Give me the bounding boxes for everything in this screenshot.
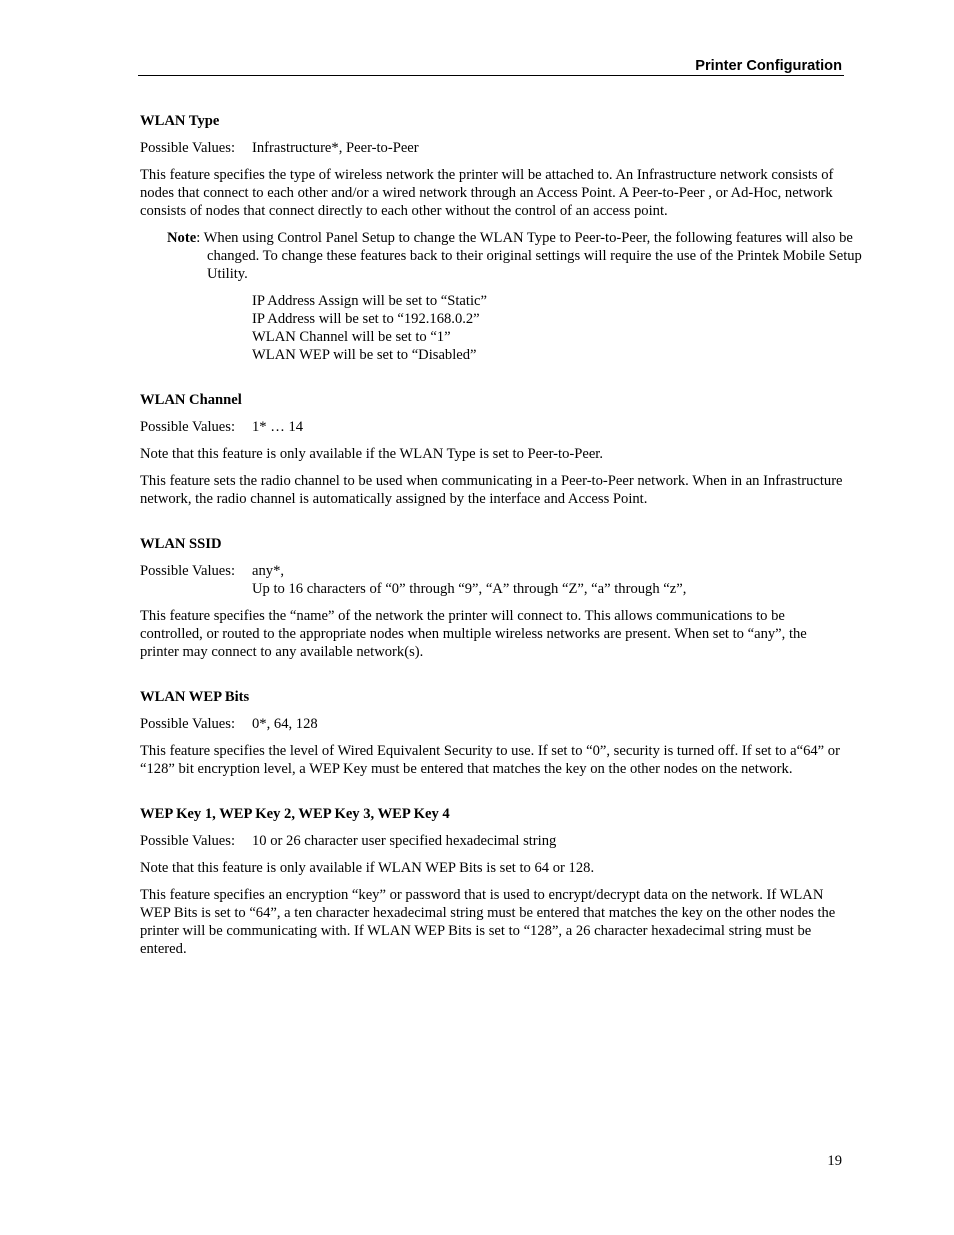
possible-values bbox=[140, 832, 844, 850]
possible-values-value: Infrastructure*, Peer-to-Peer bbox=[252, 140, 419, 156]
section-title: WEP Key 1, WEP Key 2, WEP Key 3, WEP Key 4 bbox=[140, 806, 450, 822]
section-title: WLAN WEP Bits bbox=[140, 689, 250, 705]
section-description: This feature specifies the “name” of the network the printer will connect to. This allows communications to be controlled, or routed to the appropriate nodes when multiple wireless networks are present. When set to “any”, the printer may connect to any available network(s). bbox=[140, 608, 807, 660]
section-description: This feature specifies the type of wireless network the printer will be attached to. An Infrastructure network consists of nodes that connect to each other and/or a wired network through an Access Point. A Peer-to-Peer , or Ad-Hoc, network consists of nodes that connect directly to each other without the control of an access point. bbox=[140, 167, 834, 219]
section-description: This feature specifies an encryption “key” or password that is used to encrypt/decrypt data on the network. If WLAN WEP Bits is set to “64”, a ten character hexadecimal string must be entered that matches the key on the other nodes the printer will be communicating with. If WLAN WEP Bits is set to “128”, a 26 character hexadecimal string must be entered. bbox=[140, 887, 836, 957]
note-list-item: IP Address will be set to “192.168.0.2” bbox=[252, 311, 480, 327]
section-wlan-ssid bbox=[140, 535, 844, 661]
section-wlan-type bbox=[140, 112, 862, 364]
possible-values-label: Possible Values: bbox=[140, 563, 236, 579]
possible-values-value: any*, bbox=[252, 563, 285, 579]
note-list bbox=[252, 292, 844, 364]
possible-values-label: Possible Values: bbox=[140, 140, 236, 156]
section-wlan-wep-bits bbox=[140, 688, 844, 778]
note-list-item: IP Address Assign will be set to “Static” bbox=[252, 293, 487, 309]
note-list-item: WLAN WEP will be set to “Disabled” bbox=[252, 347, 477, 363]
possible-values-value: Up to 16 characters of “0” through “9”, “A” through “Z”, “a” through “z”, bbox=[252, 581, 687, 597]
header-title: Printer Configuration bbox=[695, 58, 842, 74]
section-title: WLAN Channel bbox=[140, 392, 242, 408]
possible-values-label: Possible Values: bbox=[140, 419, 236, 435]
availability-note: Note that this feature is only available if the WLAN Type is set to Peer-to-Peer. bbox=[140, 446, 603, 462]
section-wlan-channel bbox=[140, 391, 844, 508]
possible-values bbox=[140, 418, 844, 436]
possible-values bbox=[140, 562, 844, 598]
section-description: This feature sets the radio channel to be used when communicating in a Peer-to-Peer network. When in an Infrastructure network, the radio channel is automatically assigned by the interface and Access Point. bbox=[140, 473, 843, 507]
page-number: 19 bbox=[827, 1153, 842, 1169]
availability-note: Note that this feature is only available if WLAN WEP Bits is set to 64 or 128. bbox=[140, 860, 595, 876]
note bbox=[167, 229, 875, 283]
possible-values-label: Possible Values: bbox=[140, 833, 236, 849]
possible-values-list bbox=[252, 562, 686, 598]
possible-values-value: 10 or 26 character user specified hexadecimal string bbox=[252, 833, 557, 849]
section-title: WLAN SSID bbox=[140, 536, 222, 552]
note-list-item: WLAN Channel will be set to “1” bbox=[252, 329, 451, 345]
section-title: WLAN Type bbox=[140, 113, 220, 129]
page-header bbox=[138, 57, 844, 76]
page-content bbox=[140, 112, 862, 967]
possible-values-value: 0*, 64, 128 bbox=[252, 716, 318, 732]
note-text: : When using Control Panel Setup to change the WLAN Type to Peer-to-Peer, the following features will also be changed. To change these features back to their original settings will require the use of the Printek Mobile Setup Utility. bbox=[196, 230, 862, 282]
section-description: This feature specifies the level of Wired Equivalent Security to use. If set to “0”, security is turned off. If set to a“64” or “128” bit encryption level, a WEP Key must be entered that matches the key on the other nodes on the network. bbox=[140, 743, 840, 777]
possible-values-label: Possible Values: bbox=[140, 716, 236, 732]
section-wep-keys bbox=[140, 805, 844, 958]
possible-values bbox=[140, 715, 844, 733]
note-label: Note bbox=[167, 230, 197, 246]
possible-values bbox=[140, 139, 844, 157]
possible-values-value: 1* … 14 bbox=[252, 419, 304, 435]
